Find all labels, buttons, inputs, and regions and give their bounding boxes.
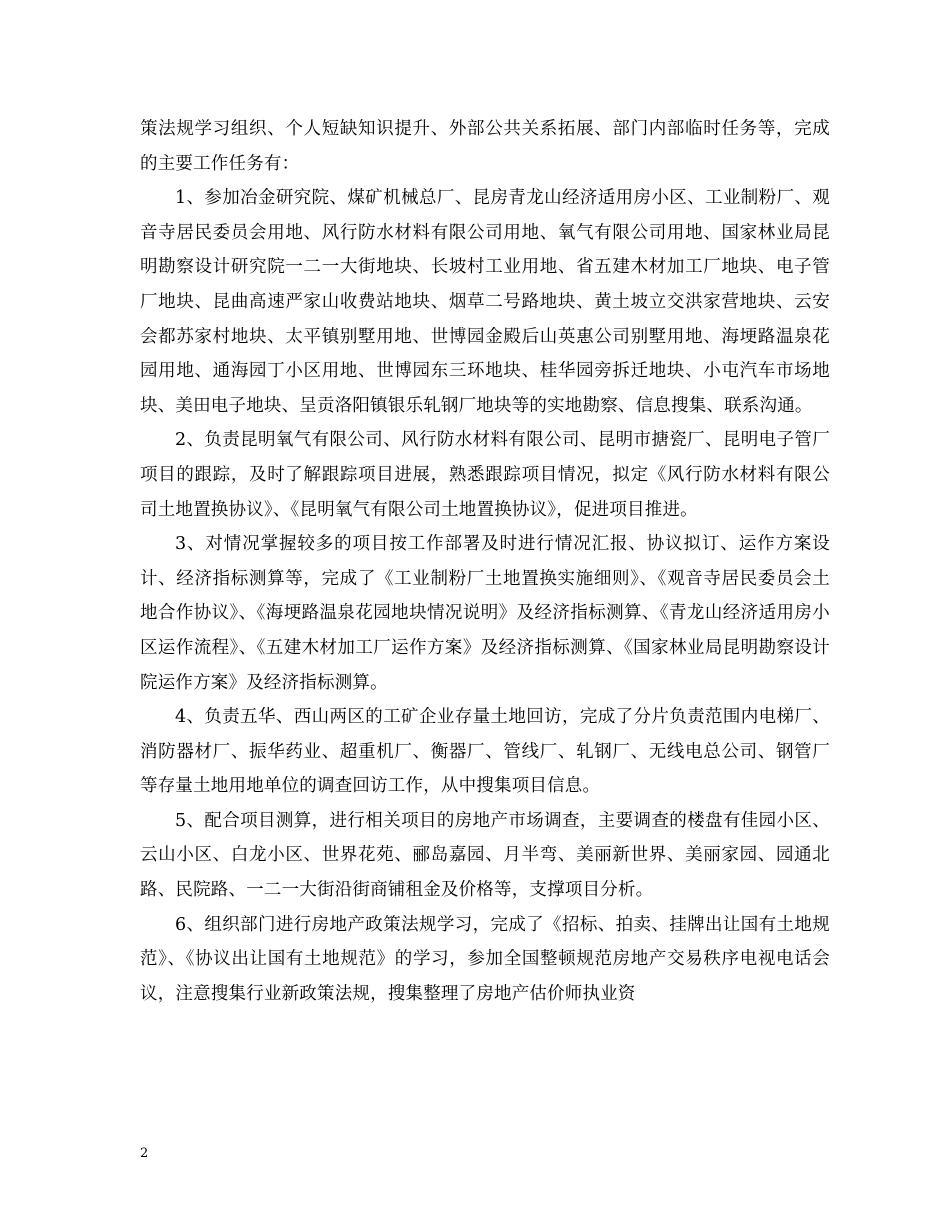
- paragraph-item-3: 3、对情况掌握较多的项目按工作部署及时进行情况汇报、协议拟订、运作方案设计、经济指标测算等，完成了《工业制粉厂土地置换实施细则》、《观音寺居民委员会土地合作协议》、《海埂路温泉花园地块情况说明》及经济指标测算、《青龙山经济适用房小区运作流程》、《五建木材加工厂运作方案》及经济指标测算、《国家林业局昆明勘察设计院运作方案》及经济指标测算。: [140, 534, 830, 693]
- page-number: 2: [140, 1146, 149, 1161]
- document-body: [140, 112, 830, 1011]
- paragraph-item-1: 1、参加冶金研究院、煤矿机械总厂、昆房青龙山经济适用房小区、工业制粉厂、观音寺居民委员会用地、风行防水材料有限公司用地、氧气有限公司用地、国家林业局昆明勘察设计研究院一二一大街地块、长坡村工业用地、省五建木材加工厂地块、电子管厂地块、昆曲高速严家山收费站地块、烟草二号路地块、黄土坡立交洪家营地块、云安会都苏家村地块、太平镇别墅用地、世博园金殿后山英惠公司别墅用地、海埂路温泉花园用地、通海园丁小区用地、世博园东三环地块、桂华园旁拆迁地块、小屯汽车市场地块、美田电子地块、呈贡洛阳镇银乐轧钢厂地块等的实地勘察、信息搜集、联系沟通。: [140, 188, 830, 416]
- paragraph-item-6: 6、组织部门进行房地产政策法规学习，完成了《招标、拍卖、挂牌出让国有土地规范》、《协议出让国有土地规范》的学习，参加全国整顿规范房地产交易秩序电视电话会议，注意搜集行业新政策法规，搜集整理了房地产估价师执业资: [140, 914, 830, 1004]
- paragraph-item-2: 2、负责昆明氧气有限公司、风行防水材料有限公司、昆明市搪瓷厂、昆明电子管厂项目的跟踪，及时了解跟踪项目进展，熟悉跟踪项目情况，拟定《风行防水材料有限公司土地置换协议》、《昆明氧气有限公司土地置换协议》，促进项目推进。: [140, 430, 830, 520]
- paragraph-item-4: 4、负责五华、西山两区的工矿企业存量土地回访，完成了分片负责范围内电梯厂、消防器材厂、振华药业、超重机厂、衡器厂、管线厂、轧钢厂、无线电总公司、钢管厂等存量土地用地单位的调查回访工作，从中搜集项目信息。: [140, 707, 830, 797]
- paragraph-item-5: 5、配合项目测算，进行相关项目的房地产市场调查，主要调查的楼盘有佳园小区、云山小区、白龙小区、世界花苑、郦岛嘉园、月半弯、美丽新世界、美丽家园、园通北路、民院路、一二一大街沿街商铺租金及价格等，支撑项目分析。: [140, 810, 830, 901]
- paragraph-intro: 策法规学习组织、个人短缺知识提升、外部公共关系拓展、部门内部临时任务等，完成的主要工作任务有：: [140, 119, 830, 174]
